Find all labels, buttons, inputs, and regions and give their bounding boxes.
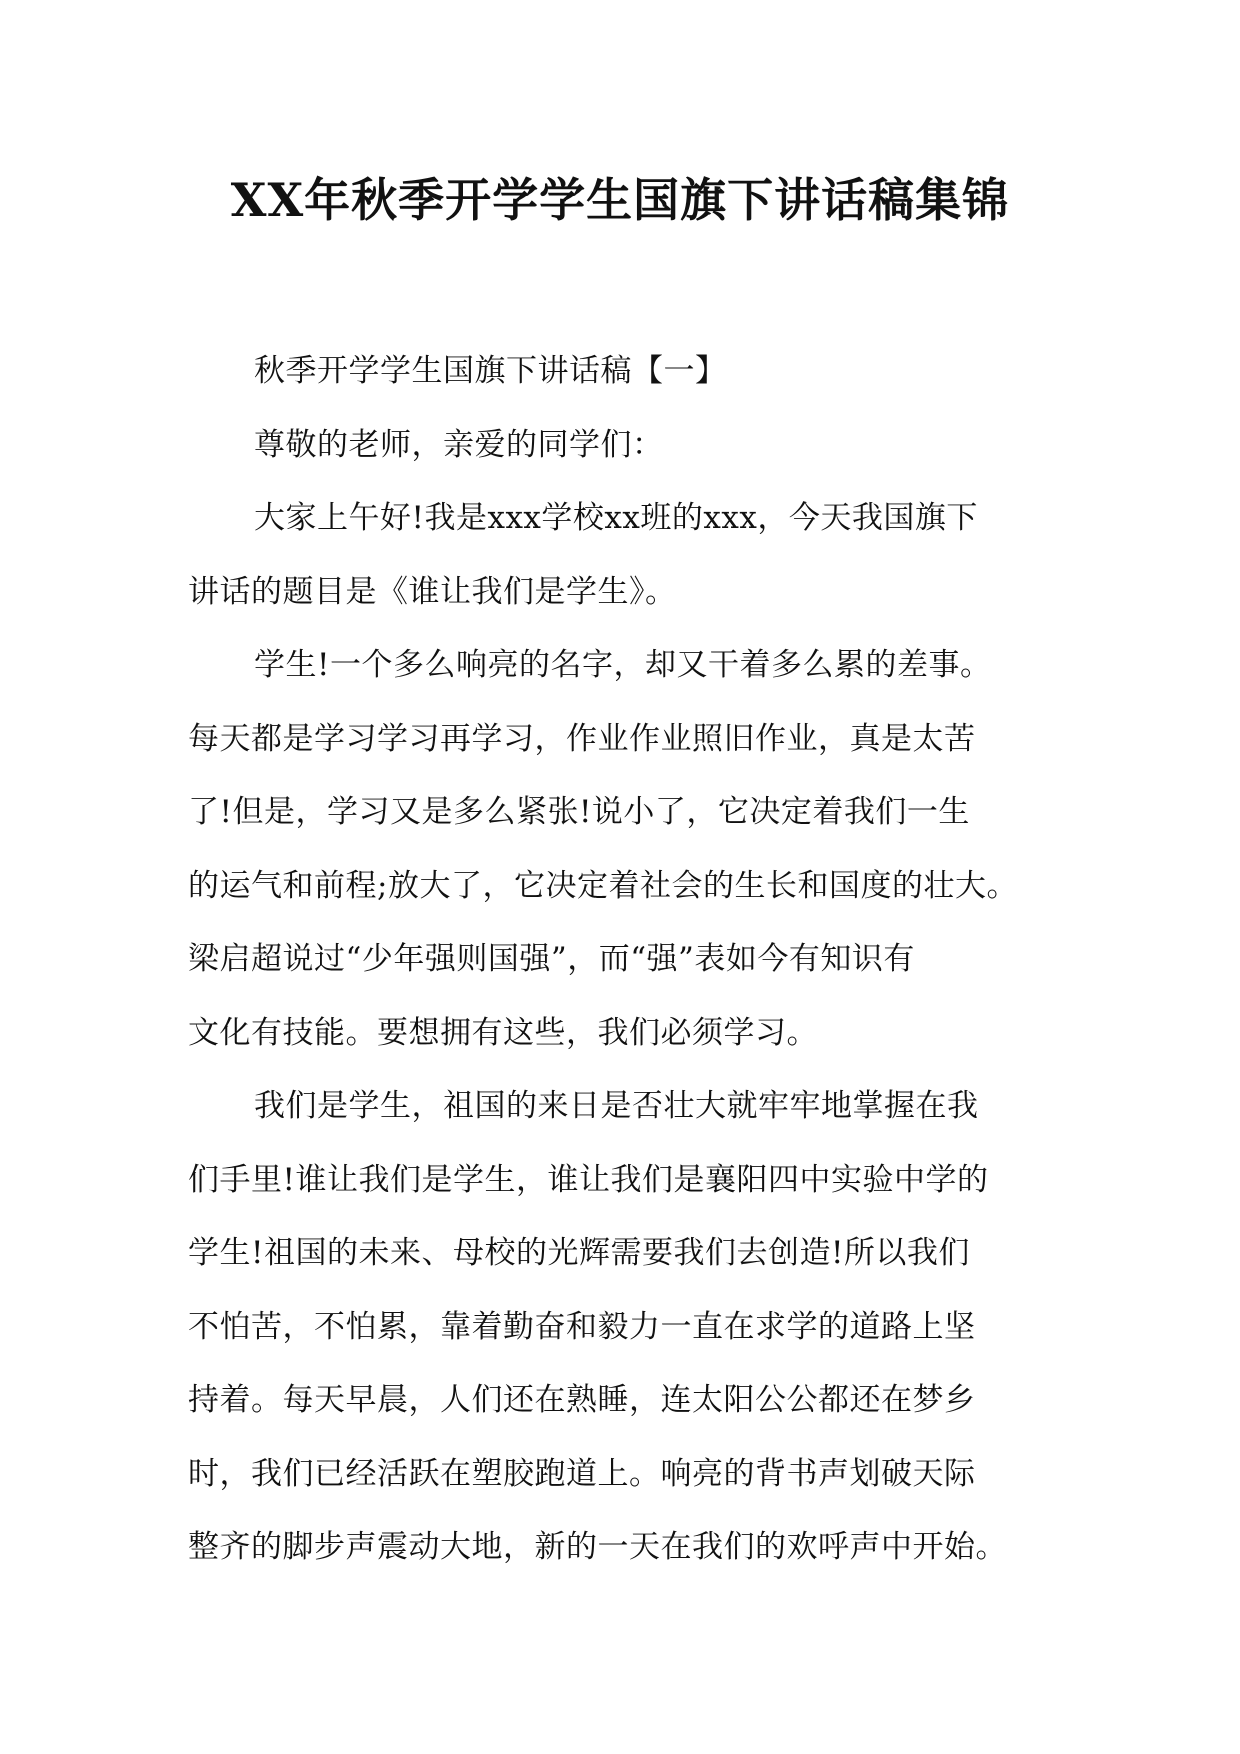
document-body <box>188 335 1060 1585</box>
text-line: 学生!一个多么响亮的名字，却又干着多么累的差事。 <box>254 647 992 683</box>
text-line: 文化有技能。要想拥有这些，我们必须学习。 <box>188 1014 818 1051</box>
document-title: XX年秋季开学学生国旗下讲话稿集锦 <box>230 173 1010 227</box>
text-line: 时，我们已经活跃在塑胶跑道上。响亮的背书声划破天际 <box>188 1455 976 1492</box>
text-line: 每天都是学习学习再学习，作业作业照旧作业，真是太苦 <box>188 720 976 757</box>
text-line: 大家上午好!我是xxx学校xx班的xxx，今天我国旗下 <box>254 500 978 536</box>
text-line: 讲话的题目是《谁让我们是学生》。 <box>188 573 677 610</box>
text-line: 了!但是，学习又是多么紧张!说小了，它决定着我们一生 <box>188 794 970 830</box>
paragraph-student-duty <box>188 629 1060 1070</box>
text-line: 们手里!谁让我们是学生，谁让我们是襄阳四中实验中学的 <box>188 1161 989 1198</box>
text-line: 不怕苦，不怕累，靠着勤奋和毅力一直在求学的道路上坚 <box>188 1308 976 1345</box>
text-line: 秋季开学学生国旗下讲话稿【一】 <box>254 353 727 389</box>
text-line: 学生!祖国的未来、母校的光辉需要我们去创造!所以我们 <box>188 1235 970 1271</box>
paragraph-future <box>188 1070 1060 1585</box>
paragraph-greeting <box>188 409 1060 483</box>
text-line: 的运气和前程;放大了，它决定着社会的生长和国度的壮大。 <box>188 867 1018 904</box>
text-line: 整齐的脚步声震动大地，新的一天在我们的欢呼声中开始。 <box>188 1529 1007 1565</box>
text-line: 梁启超说过“少年强则国强”，而“强”表如今有知识有 <box>188 941 915 977</box>
text-line: 持着。每天早晨，人们还在熟睡，连太阳公公都还在梦乡 <box>188 1382 976 1418</box>
paragraph-introduction <box>188 482 1060 629</box>
text-line: 我们是学生，祖国的来日是否壮大就牢牢地掌握在我 <box>254 1088 979 1124</box>
paragraph-speech-heading <box>188 335 1060 409</box>
text-line: 尊敬的老师，亲爱的同学们： <box>254 426 664 463</box>
